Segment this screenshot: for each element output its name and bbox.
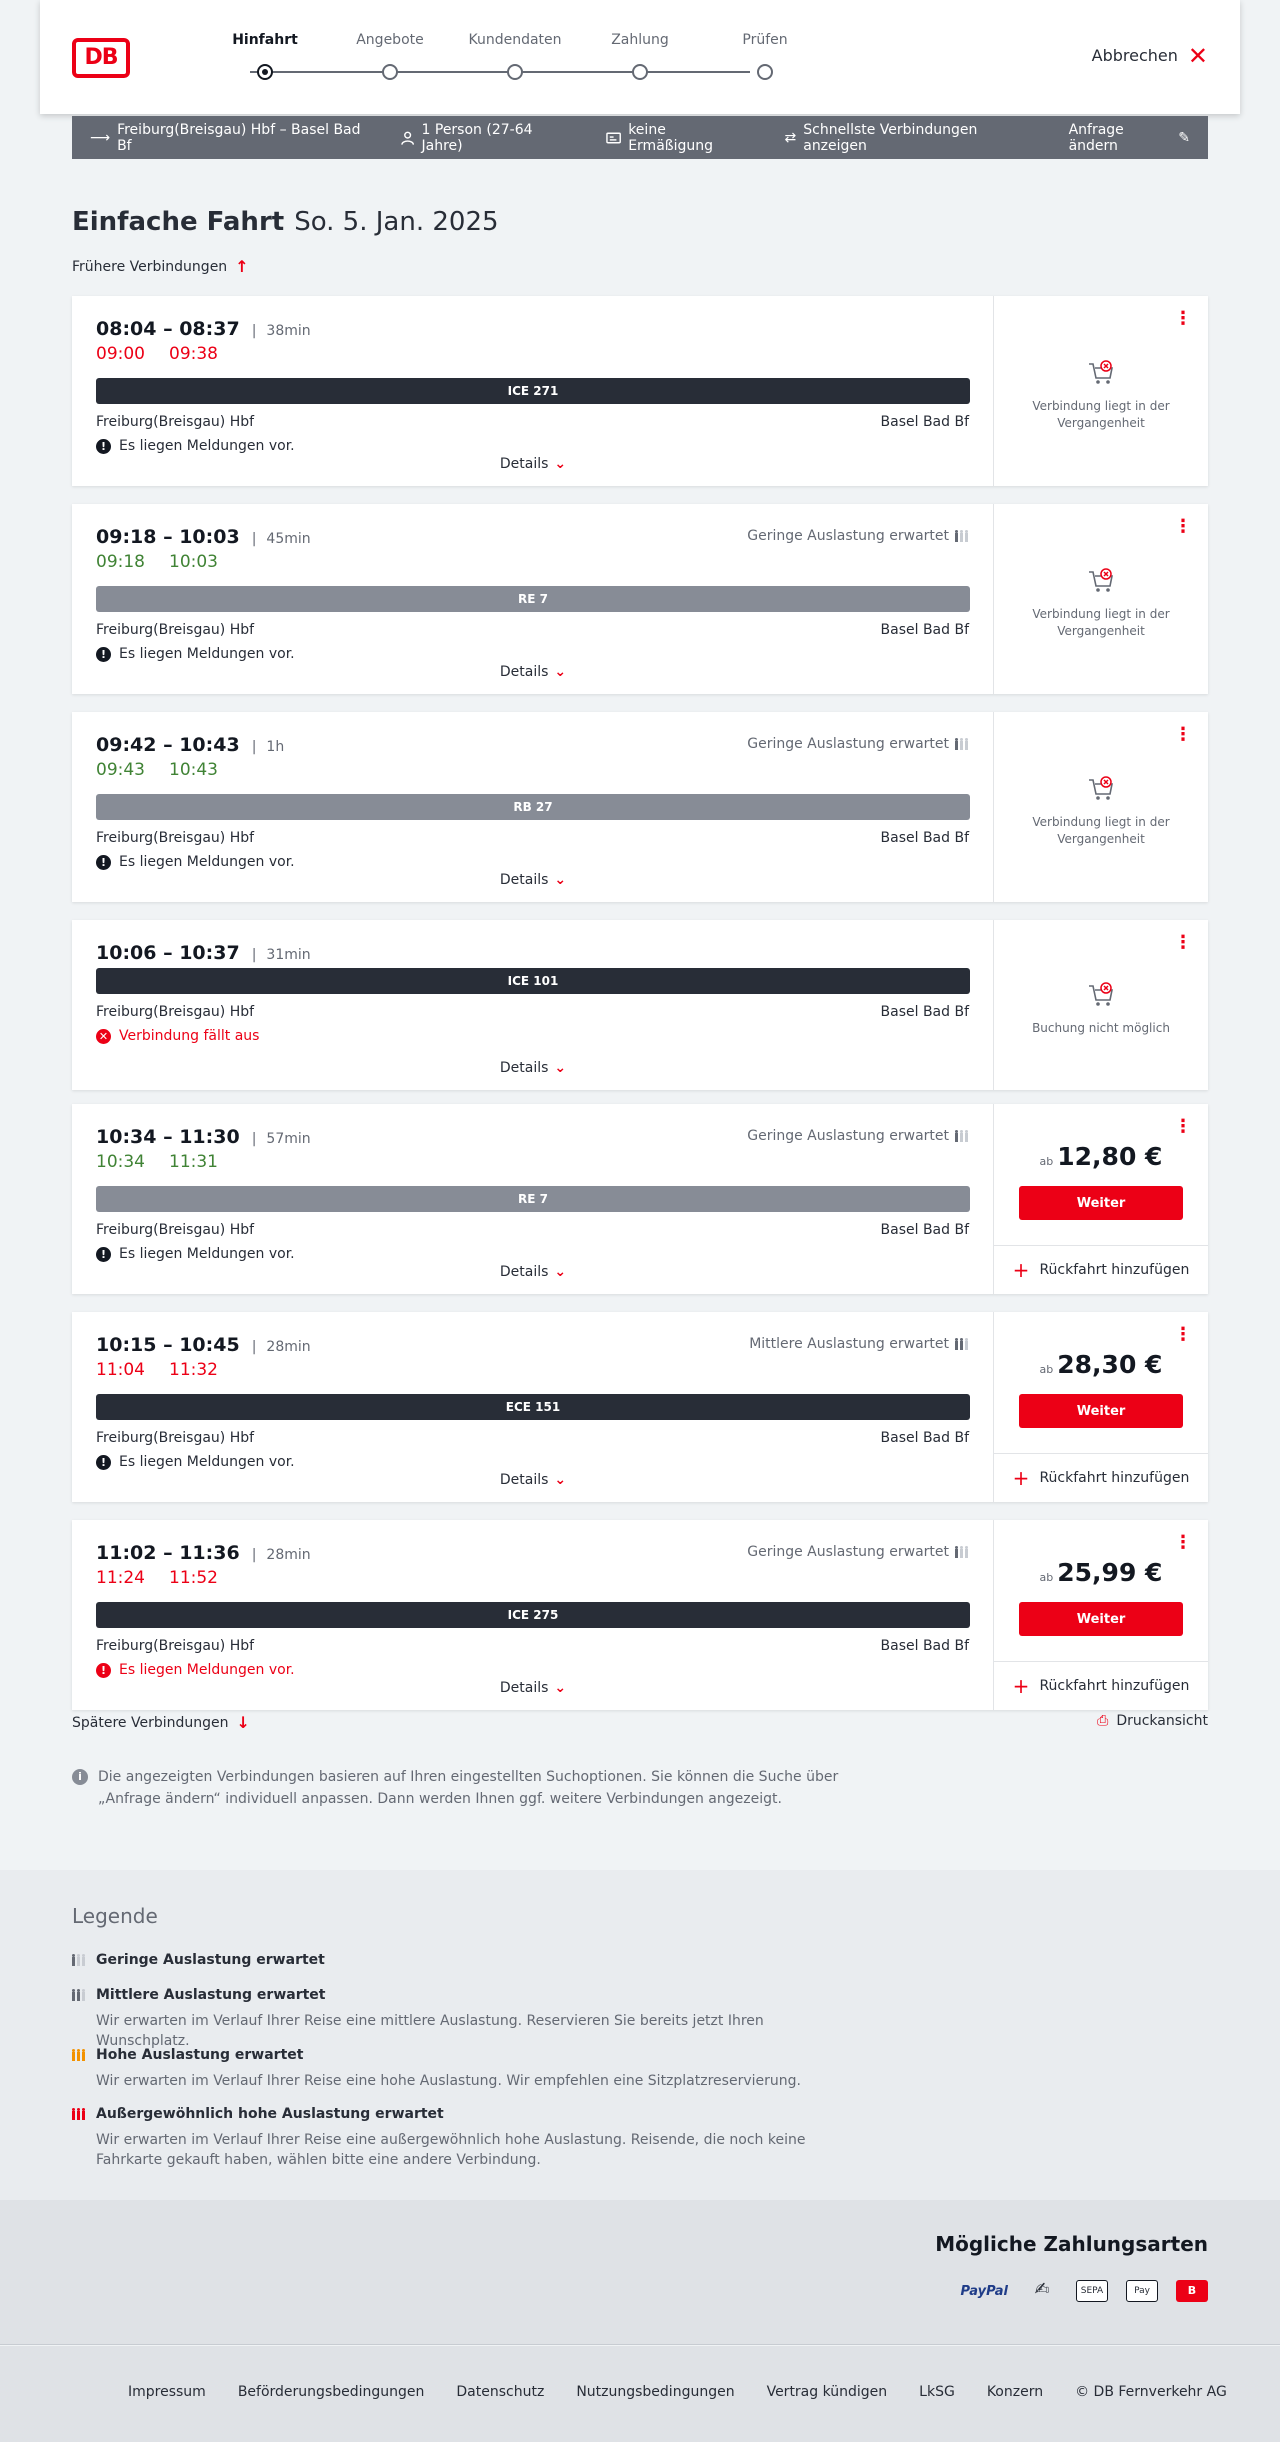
- plus-icon: +: [1012, 1674, 1030, 1698]
- realtime-arrival: 10:43: [169, 760, 218, 780]
- more-options-icon[interactable]: ⋮: [1174, 1532, 1192, 1553]
- duration: | 28min: [252, 1339, 311, 1355]
- footer: [0, 2346, 1280, 2442]
- price-prefix: ab: [1039, 1363, 1054, 1376]
- step-dot: [382, 64, 398, 80]
- info-icon: i: [72, 1769, 88, 1785]
- sepa-icon: SEPA: [1076, 2280, 1108, 2302]
- duration: | 31min: [252, 947, 311, 963]
- footer-link[interactable]: Datenschutz: [456, 2384, 545, 2400]
- add-return-button[interactable]: [994, 1661, 1208, 1710]
- destination-station: Basel Bad Bf: [880, 622, 969, 638]
- message-text: Es liegen Meldungen vor.: [119, 1454, 295, 1470]
- price-prefix: ab: [1039, 1155, 1054, 1168]
- occupancy-icon: [955, 1130, 969, 1142]
- add-return-button[interactable]: [994, 1245, 1208, 1294]
- page-title: Einfache Fahrt So. 5. Jan. 2025: [72, 207, 499, 237]
- details-label: Details: [499, 1472, 549, 1488]
- train-bar[interactable]: ICE 271: [96, 378, 970, 404]
- occupancy-label: Geringe Auslastung erwartet: [747, 1544, 949, 1560]
- connection-times: [96, 526, 311, 548]
- connection-times: [96, 1334, 311, 1356]
- stepper-line: [250, 71, 750, 73]
- legend-item-label: Hohe Auslastung erwartet: [96, 2047, 304, 2063]
- legend-item-title: [72, 1987, 852, 2003]
- destination-station: Basel Bad Bf: [880, 1430, 969, 1446]
- booking-panel: [994, 1520, 1208, 1710]
- chevron-down-icon: ⌄: [554, 872, 567, 888]
- credit-card-icon: ✍: [1034, 2279, 1050, 2300]
- legend-item-description: Wir erwarten im Verlauf Ihrer Reise eine außergewöhnlich hohe Auslastung. Reisende, die noch keine Fahrkarte gekauft haben, wählen bitte eine andere Verbindung.: [96, 2132, 806, 2168]
- footer-link[interactable]: Beförderungsbedingungen: [237, 2384, 425, 2400]
- connection-times: [96, 942, 311, 964]
- legend-item-title: [72, 2047, 852, 2063]
- realtime-times: [96, 1152, 218, 1172]
- connection-details: [72, 1104, 994, 1294]
- realtime-departure: 09:18: [96, 552, 145, 572]
- planned-times: 09:42 – 10:43: [96, 734, 240, 756]
- legend-item-title: [72, 1952, 852, 1968]
- details-toggle[interactable]: [72, 1060, 994, 1076]
- duration: | 38min: [252, 323, 311, 339]
- booking-panel: [994, 920, 1208, 1090]
- arrow-up-icon: ↑: [235, 257, 249, 276]
- realtime-arrival: 11:52: [169, 1568, 218, 1588]
- message-text: Es liegen Meldungen vor.: [119, 1246, 295, 1262]
- realtime-departure: 09:00: [96, 344, 145, 364]
- booking-panel: [994, 504, 1208, 694]
- chevron-down-icon: ⌄: [554, 1472, 567, 1488]
- origin-station: Freiburg(Breisgau) Hbf: [96, 1004, 255, 1020]
- alert-icon: !: [96, 647, 111, 662]
- connection-times: [96, 318, 311, 340]
- paypal-icon: PayPal: [960, 2283, 1008, 2299]
- planned-times: 08:04 – 08:37: [96, 318, 240, 340]
- origin-station: Freiburg(Breisgau) Hbf: [96, 1222, 255, 1238]
- continue-button[interactable]: Weiter: [1019, 1394, 1183, 1428]
- occupancy-info: [747, 1544, 969, 1560]
- footer-link[interactable]: LkSG: [919, 2384, 955, 2400]
- occupancy-icon: [955, 530, 969, 542]
- connection-times: [96, 1542, 311, 1564]
- step-zahlung[interactable]: Zahlung: [585, 32, 695, 54]
- destination-station: Basel Bad Bf: [880, 830, 969, 846]
- connection-card: [72, 920, 1208, 1090]
- travel-date: So. 5. Jan. 2025: [294, 207, 499, 237]
- chevron-down-icon: ⌄: [554, 456, 567, 472]
- add-return-label: Rückfahrt hinzufügen: [1039, 1470, 1190, 1486]
- realtime-times: [96, 344, 218, 364]
- connection-details: [72, 504, 994, 694]
- legend-item-description: Wir erwarten im Verlauf Ihrer Reise eine hohe Auslastung. Wir empfehlen eine Sitzplatzreservierung.: [96, 2073, 801, 2089]
- footer-link: © DB Fernverkehr AG: [1075, 2384, 1227, 2400]
- persons-summary: 1 Person (27-64 Jahre): [401, 122, 570, 154]
- origin-station: Freiburg(Breisgau) Hbf: [96, 1430, 255, 1446]
- chevron-down-icon: ⌄: [554, 1060, 567, 1076]
- legend-item: [72, 2106, 852, 2170]
- print-view-link[interactable]: ⎙ Druckansicht: [1097, 1713, 1208, 1729]
- occupancy-icon: [72, 1954, 86, 1966]
- pencil-icon: ✎: [1178, 129, 1191, 146]
- cart-unavailable-icon: [1086, 774, 1116, 804]
- step-hinfahrt[interactable]: Hinfahrt: [210, 32, 320, 54]
- price: [994, 1142, 1208, 1171]
- route-summary: ⟶ Freiburg(Breisgau) Hbf – Basel Bad Bf: [90, 121, 361, 154]
- destination-station: Basel Bad Bf: [880, 414, 969, 430]
- legend-section: [0, 1870, 1280, 2200]
- booking-unavailable: [994, 566, 1208, 640]
- apple-pay-icon: Pay: [1126, 2280, 1158, 2302]
- legend-item-label: Mittlere Auslastung erwartet: [96, 1987, 326, 2003]
- origin-station: Freiburg(Breisgau) Hbf: [96, 622, 255, 638]
- origin-station: Freiburg(Breisgau) Hbf: [96, 830, 255, 846]
- message-text: Es liegen Meldungen vor.: [119, 438, 295, 454]
- arrow-right-icon: ⟶: [90, 129, 111, 146]
- alert-icon: !: [96, 1247, 111, 1262]
- details-toggle[interactable]: [72, 1680, 994, 1696]
- occupancy-icon: [72, 2108, 86, 2120]
- message-text: Verbindung fällt aus: [119, 1028, 260, 1044]
- connection-times: [96, 734, 284, 756]
- chevron-down-icon: ⌄: [554, 1680, 567, 1696]
- planned-times: 11:02 – 11:36: [96, 1542, 240, 1564]
- footer-link[interactable]: Nutzungsbedingungen: [576, 2384, 735, 2400]
- booking-panel: [994, 1312, 1208, 1502]
- db-pay-icon: B: [1176, 2280, 1208, 2302]
- footer-link[interactable]: Impressum: [128, 2384, 206, 2400]
- more-options-icon[interactable]: ⋮: [1174, 1324, 1192, 1345]
- occupancy-icon: [955, 1338, 969, 1350]
- message-text: Es liegen Meldungen vor.: [119, 646, 295, 662]
- message-notice: [96, 1662, 295, 1678]
- booking-panel: [994, 1104, 1208, 1294]
- unavailable-text: Verbindung liegt in der Vergangenheit: [1032, 815, 1170, 846]
- legend-item-label: Außergewöhnlich hohe Auslastung erwartet: [96, 2106, 444, 2122]
- realtime-arrival: 11:31: [169, 1152, 218, 1172]
- payment-methods: [961, 2280, 1208, 2302]
- connection-card: [72, 504, 1208, 694]
- legend-title: Legende: [72, 1904, 158, 1928]
- duration: | 28min: [252, 1547, 311, 1563]
- occupancy-icon: [955, 738, 969, 750]
- step-kundendaten[interactable]: Kundendaten: [460, 32, 570, 54]
- later-connections-link[interactable]: Spätere Verbindungen ↓: [72, 1713, 250, 1732]
- price: [994, 1558, 1208, 1587]
- step-pruefen[interactable]: Prüfen: [710, 32, 820, 54]
- planned-times: 09:18 – 10:03: [96, 526, 240, 548]
- connection-card: [72, 296, 1208, 486]
- footer-nav: [128, 2384, 1227, 2400]
- origin-station: Freiburg(Breisgau) Hbf: [96, 414, 255, 430]
- top-header: [40, 0, 1240, 114]
- details-label: Details: [499, 1264, 549, 1280]
- details-label: Details: [499, 872, 549, 888]
- occupancy-info: [747, 736, 969, 752]
- connection-card: [72, 1312, 1208, 1502]
- unavailable-text: Verbindung liegt in der Vergangenheit: [1032, 607, 1170, 638]
- details-toggle[interactable]: [72, 664, 994, 680]
- continue-button[interactable]: Weiter: [1019, 1186, 1183, 1220]
- realtime-times: [96, 760, 218, 780]
- info-note: i Die angezeigten Verbindungen basieren auf Ihren eingestellten Suchoptionen. Sie können die Suche über „Anfrage ändern“ individuell anpassen. Dann werden Ihnen ggf. weitere Verbindungen angezeigt.: [72, 1766, 852, 1810]
- message-notice: [96, 1246, 295, 1262]
- details-toggle[interactable]: [72, 1264, 994, 1280]
- card-icon: [606, 132, 621, 144]
- realtime-times: [96, 1568, 218, 1588]
- realtime-arrival: 10:03: [169, 552, 218, 572]
- legend-item: [72, 2047, 852, 2091]
- more-options-icon[interactable]: ⋮: [1174, 724, 1192, 745]
- cancel-label: Abbrechen: [1091, 46, 1178, 65]
- planned-times: 10:06 – 10:37: [96, 942, 240, 964]
- unavailable-text: Buchung nicht möglich: [1032, 1021, 1170, 1035]
- price-value: 25,99 €: [1057, 1558, 1163, 1587]
- chevron-down-icon: ⌄: [554, 664, 567, 680]
- close-icon: ✕: [1187, 41, 1208, 70]
- details-label: Details: [499, 664, 549, 680]
- connection-card: [72, 1104, 1208, 1294]
- payment-section: [0, 2200, 1280, 2345]
- unavailable-text: Verbindung liegt in der Vergangenheit: [1032, 399, 1170, 430]
- sliders-icon: ⇄: [784, 129, 797, 146]
- legend-item-title: [72, 2106, 852, 2122]
- occupancy-info: [749, 1336, 969, 1352]
- more-options-icon[interactable]: ⋮: [1174, 932, 1192, 953]
- connection-card: [72, 712, 1208, 902]
- duration: | 57min: [252, 1131, 311, 1147]
- connection-details: [72, 920, 994, 1090]
- booking-panel: [994, 712, 1208, 902]
- add-return-button[interactable]: [994, 1453, 1208, 1502]
- train-bar[interactable]: RE 7: [96, 1186, 970, 1212]
- alert-icon: !: [96, 1455, 111, 1470]
- connection-details: [72, 712, 994, 902]
- booking-unavailable: [994, 980, 1208, 1037]
- details-label: Details: [499, 456, 549, 472]
- realtime-departure: 10:34: [96, 1152, 145, 1172]
- realtime-departure: 09:43: [96, 760, 145, 780]
- cart-unavailable-icon: [1086, 358, 1116, 388]
- train-bar[interactable]: RE 7: [96, 586, 970, 612]
- booking-unavailable: [994, 774, 1208, 848]
- train-bar[interactable]: RB 27: [96, 794, 970, 820]
- person-icon: [401, 131, 414, 145]
- train-bar[interactable]: ICE 275: [96, 1602, 970, 1628]
- legend-item-label: Geringe Auslastung erwartet: [96, 1952, 325, 1968]
- occupancy-icon: [72, 1989, 86, 2001]
- earlier-connections-link[interactable]: Frühere Verbindungen ↑: [72, 257, 249, 276]
- fastest-summary: ⇄ Schnellste Verbindungen anzeigen: [784, 121, 978, 154]
- add-return-label: Rückfahrt hinzufügen: [1039, 1678, 1190, 1694]
- legend-item: [72, 1987, 852, 2051]
- step-dot: [757, 64, 773, 80]
- search-summary-bar: [72, 116, 1208, 159]
- occupancy-label: Geringe Auslastung erwartet: [747, 528, 949, 544]
- legend-item-description: Wir erwarten im Verlauf Ihrer Reise eine mittlere Auslastung. Reservieren Sie bereits jetzt Ihren Wunschplatz.: [96, 2013, 764, 2049]
- message-notice: [96, 1454, 295, 1470]
- message-text: Es liegen Meldungen vor.: [119, 854, 295, 870]
- connection-times: [96, 1126, 311, 1148]
- duration: | 45min: [252, 531, 311, 547]
- price: [994, 1350, 1208, 1379]
- occupancy-icon: [955, 1546, 969, 1558]
- footer-link[interactable]: Konzern: [986, 2384, 1044, 2400]
- planned-times: 10:15 – 10:45: [96, 1334, 240, 1356]
- cart-unavailable-icon: [1086, 980, 1116, 1010]
- occupancy-label: Mittlere Auslastung erwartet: [749, 1336, 949, 1352]
- realtime-departure: 11:04: [96, 1360, 145, 1380]
- occupancy-info: [747, 1128, 969, 1144]
- print-icon: ⎙: [1097, 1713, 1109, 1729]
- cart-unavailable-icon: [1086, 566, 1116, 596]
- db-logo[interactable]: DB: [72, 38, 130, 78]
- destination-station: Basel Bad Bf: [880, 1638, 969, 1654]
- step-dot: [257, 64, 273, 80]
- chevron-down-icon: ⌄: [554, 1264, 567, 1280]
- realtime-times: [96, 552, 218, 572]
- train-bar[interactable]: ICE 101: [96, 968, 970, 994]
- progress-stepper: [210, 32, 788, 82]
- price-value: 12,80 €: [1057, 1142, 1163, 1171]
- step-dot: [632, 64, 648, 80]
- footer-link[interactable]: Vertrag kündigen: [766, 2384, 888, 2400]
- message-notice: [96, 438, 295, 454]
- details-toggle[interactable]: [72, 456, 994, 472]
- booking-unavailable: [994, 358, 1208, 432]
- alert-icon: !: [96, 1663, 111, 1678]
- connection-card: [72, 1520, 1208, 1710]
- occupancy-label: Geringe Auslastung erwartet: [747, 736, 949, 752]
- realtime-arrival: 09:38: [169, 344, 218, 364]
- discount-summary: keine Ermäßigung: [606, 122, 748, 154]
- legend-item: [72, 1952, 852, 1968]
- message-notice: [96, 854, 295, 870]
- message-notice: [96, 646, 295, 662]
- more-options-icon[interactable]: ⋮: [1174, 516, 1192, 537]
- cancel-icon: ✕: [96, 1029, 111, 1044]
- details-label: Details: [499, 1060, 549, 1076]
- alert-icon: !: [96, 439, 111, 454]
- booking-panel: [994, 296, 1208, 486]
- cancel-button[interactable]: [1091, 41, 1208, 70]
- destination-station: Basel Bad Bf: [880, 1222, 969, 1238]
- occupancy-icon: [72, 2049, 86, 2061]
- plus-icon: +: [1012, 1258, 1030, 1282]
- connection-details: [72, 296, 994, 486]
- destination-station: Basel Bad Bf: [880, 1004, 969, 1020]
- realtime-arrival: 11:32: [169, 1360, 218, 1380]
- connection-details: [72, 1520, 994, 1710]
- origin-station: Freiburg(Breisgau) Hbf: [96, 1638, 255, 1654]
- step-angebote[interactable]: Angebote: [335, 32, 445, 54]
- occupancy-info: [747, 528, 969, 544]
- more-options-icon[interactable]: ⋮: [1174, 308, 1192, 329]
- connection-details: [72, 1312, 994, 1502]
- occupancy-label: Geringe Auslastung erwartet: [747, 1128, 949, 1144]
- details-toggle[interactable]: [72, 1472, 994, 1488]
- payment-title: Mögliche Zahlungsarten: [935, 2232, 1208, 2256]
- plus-icon: +: [1012, 1466, 1030, 1490]
- planned-times: 10:34 – 11:30: [96, 1126, 240, 1148]
- message-notice: [96, 1028, 259, 1044]
- add-return-label: Rückfahrt hinzufügen: [1039, 1262, 1190, 1278]
- change-request-button[interactable]: Anfrage ändern ✎: [1068, 121, 1191, 154]
- details-toggle[interactable]: [72, 872, 994, 888]
- details-label: Details: [499, 1680, 549, 1696]
- price-value: 28,30 €: [1057, 1350, 1163, 1379]
- step-dot: [507, 64, 523, 80]
- message-text: Es liegen Meldungen vor.: [119, 1662, 295, 1678]
- duration: | 1h: [252, 739, 285, 755]
- arrow-down-icon: ↓: [236, 1713, 250, 1732]
- train-bar[interactable]: ECE 151: [96, 1394, 970, 1420]
- continue-button[interactable]: Weiter: [1019, 1602, 1183, 1636]
- price-prefix: ab: [1039, 1571, 1054, 1584]
- more-options-icon[interactable]: ⋮: [1174, 1116, 1192, 1137]
- realtime-departure: 11:24: [96, 1568, 145, 1588]
- alert-icon: !: [96, 855, 111, 870]
- realtime-times: [96, 1360, 218, 1380]
